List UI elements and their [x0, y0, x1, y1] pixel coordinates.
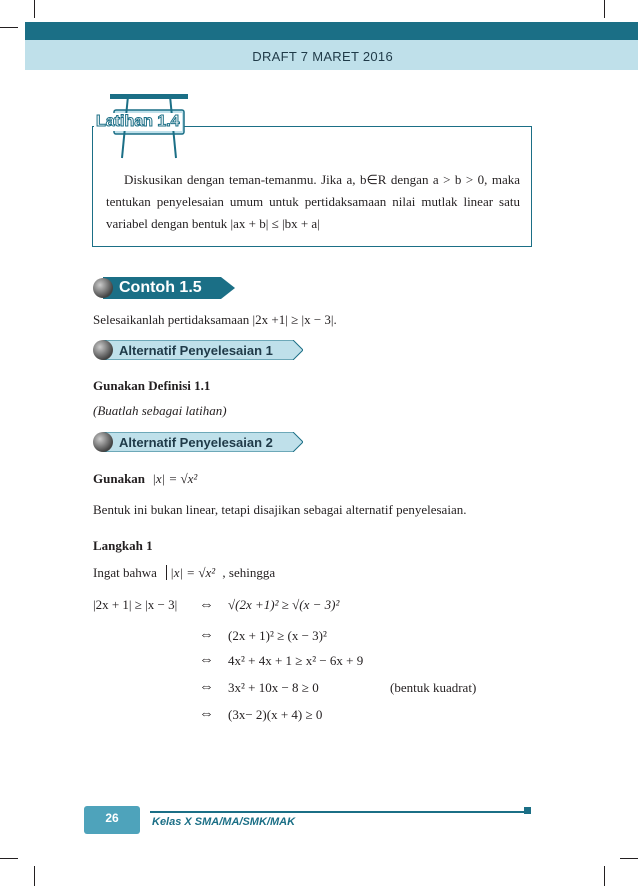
- page-number: 26: [105, 811, 119, 825]
- crop-mark: [34, 866, 35, 886]
- alt2-use-line: [93, 471, 197, 487]
- alt2-remark: Bentuk ini bukan linear, tetapi disajikan sebagai alternatif penyelesaian.: [93, 502, 467, 517]
- derivation-lhs: |2x + 1| ≥ |x − 3|: [93, 597, 178, 612]
- alt2-use-formula: |x| = √x²: [152, 471, 198, 486]
- crop-mark: [34, 0, 35, 18]
- crop-mark: [604, 0, 605, 18]
- alt1-note: (Buatlah sebagai latihan): [93, 403, 227, 418]
- alt1-title: Alternatif Penyelesaian 1: [119, 342, 273, 358]
- derivation-step-3: 4x² + 4x + 1 ≥ x² − 6x + 9: [228, 653, 364, 668]
- contoh-problem: Selesaikanlah pertidaksamaan |2x +1| ≥ |x − 3|.: [93, 312, 337, 327]
- footer-square: [524, 807, 531, 814]
- derivation-step-4: 3x² + 10x − 8 ≥ 0: [228, 680, 319, 695]
- alt2-title: Alternatif Penyelesaian 2: [119, 434, 273, 450]
- alt2-heading: [93, 432, 303, 452]
- equiv-arrow: ⇔: [199, 652, 214, 668]
- ball-icon: [93, 432, 113, 452]
- crop-mark: [0, 27, 18, 28]
- equiv-arrow: ⇔: [199, 706, 214, 722]
- equiv-arrow: ⇔: [199, 597, 214, 613]
- alt2-use-label: Gunakan: [93, 471, 146, 486]
- derivation-step-5: (3x− 2)(x + 4) ≥ 0: [228, 707, 323, 722]
- latihan-text: Diskusikan dengan teman-temanmu. Jika a, b∈R dengan a > b > 0, maka tentukan penyelesaian umum untuk pertidaksamaan nilai mutlak linear satu variabel dengan bentuk |ax + b| ≤ |bx + a|: [106, 172, 520, 231]
- derivation-step-2: (2x + 1)² ≥ (x − 3)²: [228, 628, 327, 643]
- contoh-heading: [93, 277, 235, 299]
- recall-prefix: Ingat bahwa: [93, 565, 157, 580]
- crop-mark: [620, 858, 638, 859]
- crop-mark: [604, 866, 605, 886]
- ball-icon: [93, 278, 113, 298]
- recall-line: [93, 565, 275, 581]
- contoh-title: Contoh 1.5: [119, 279, 202, 296]
- draft-label: DRAFT 7 MARET 2016: [252, 49, 393, 64]
- step-title: Langkah 1: [93, 538, 153, 553]
- crop-mark: [0, 858, 18, 859]
- alt1-heading-text: Gunakan Definisi 1.1: [93, 378, 211, 393]
- equiv-arrow: ⇔: [199, 627, 214, 643]
- header-band-dark: [25, 22, 638, 40]
- recall-formula: |x| = √x²: [166, 565, 215, 580]
- ball-icon: [93, 340, 113, 360]
- book-title: Kelas X SMA/MA/SMK/MAK: [152, 816, 296, 828]
- equiv-arrow: ⇔: [199, 679, 214, 695]
- recall-suffix: , sehingga: [222, 565, 276, 580]
- derivation-step-1: √(2x +1)² ≥ √(x − 3)²: [228, 597, 340, 612]
- alt1-heading: [93, 340, 303, 360]
- latihan-title: Latihan 1.4: [96, 113, 180, 130]
- footer-rule: [150, 811, 526, 813]
- step4-note: (bentuk kuadrat): [390, 680, 477, 695]
